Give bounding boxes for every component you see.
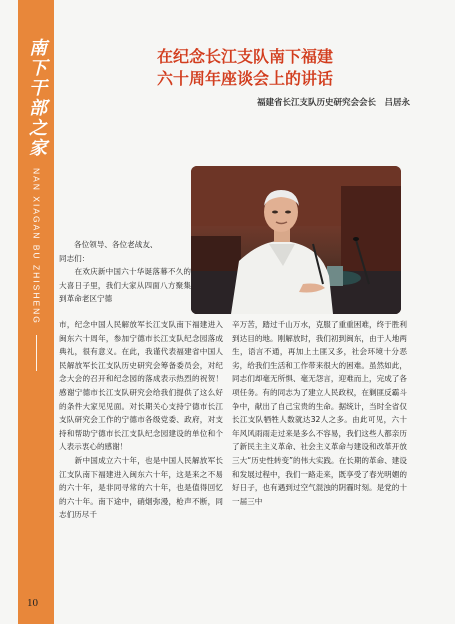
title-line-2: 六十周年座谈会上的讲话 xyxy=(156,69,333,88)
article-author: 福建省长江支队历史研究会会长 吕居永 xyxy=(256,98,410,108)
brand-divider xyxy=(36,335,37,371)
paragraph-2-continued: 辛万苦，踏过千山万水，克服了重重困难，终于胜利到达目的地。刚解放时，我们初到闽东，由于人地两生，语言不通，再加上土匪又多，社会环境十分恶劣，给我们生活和工作带来很大的困难。虽然如此，同志们却毫无所惧、毫无怨言，迎难而上，完成了各项任务。有的同志为了建立人民政权，在剿匪反霸斗争中，献出了自己宝贵的生命。据统计，当时全省仅长江支队牺牲人数就达32人之多。由此可见，六十年风风雨雨走过来是多么不容易，我们这些人都亲历了新民主主义革命、社会主义革命与建设和改革开放三大“历史性转变”的伟大实践。在长期的革命、建设和发展过程中，我们一路走来，既享受了春光明媚的好日子，也有遇到过空气混浊的阴霾时刻。是党的十一届三中 xyxy=(232,320,407,506)
brand-logo-text: 南下干部之家 xyxy=(26,38,47,158)
paragraph-2: 新中国成立六十年，也是中国人民解放军长江支队南下福建进入闽东六十年，这是来之不易的六十年，是非同寻常的六十年，也是值得回忆的六十年。南下途中，硝烟弥漫，枪声不断，同志们历尽千 xyxy=(59,455,223,520)
salutation-line-2: 同志们： xyxy=(59,253,90,263)
paragraph-1-rest: 市，纪念中国人民解放军长江支队南下福建进入闽东六十周年，参加宁德市长江支队纪念园落成典礼，很有意义。在此，我谨代表福建省中国人民解放军长江支队历史研究会筹备委员会，对纪念大会的召开和纪念园的落成表示热烈的祝贺！感谢宁德市长江支队研究会给我们提供了这么好的条件大家见见面。对长期关心支持宁德市长江支队研究会工作的宁德市各级党委、政府，对支持和帮助宁德市长江支队纪念园建设的单位和个人表示衷心的感谢！ xyxy=(59,320,223,452)
salutation-block xyxy=(59,238,249,306)
page-number: 10 xyxy=(27,597,38,609)
left-column xyxy=(59,318,223,522)
brand-english-text: NAN XIAGAN BU ZHISHENG xyxy=(31,168,42,325)
right-column xyxy=(232,318,407,508)
vertical-brand xyxy=(19,38,53,371)
title-line-1: 在纪念长江支队南下福建 xyxy=(156,47,333,66)
salutation-line-1: 各位领导、各位老战友、 xyxy=(74,240,158,249)
article-title xyxy=(80,46,410,90)
paragraph-1-top: 在欢庆新中国六十华诞落幕不久的大喜日子里，我们大家从四面八方聚集到革命老区宁德 xyxy=(59,267,191,304)
